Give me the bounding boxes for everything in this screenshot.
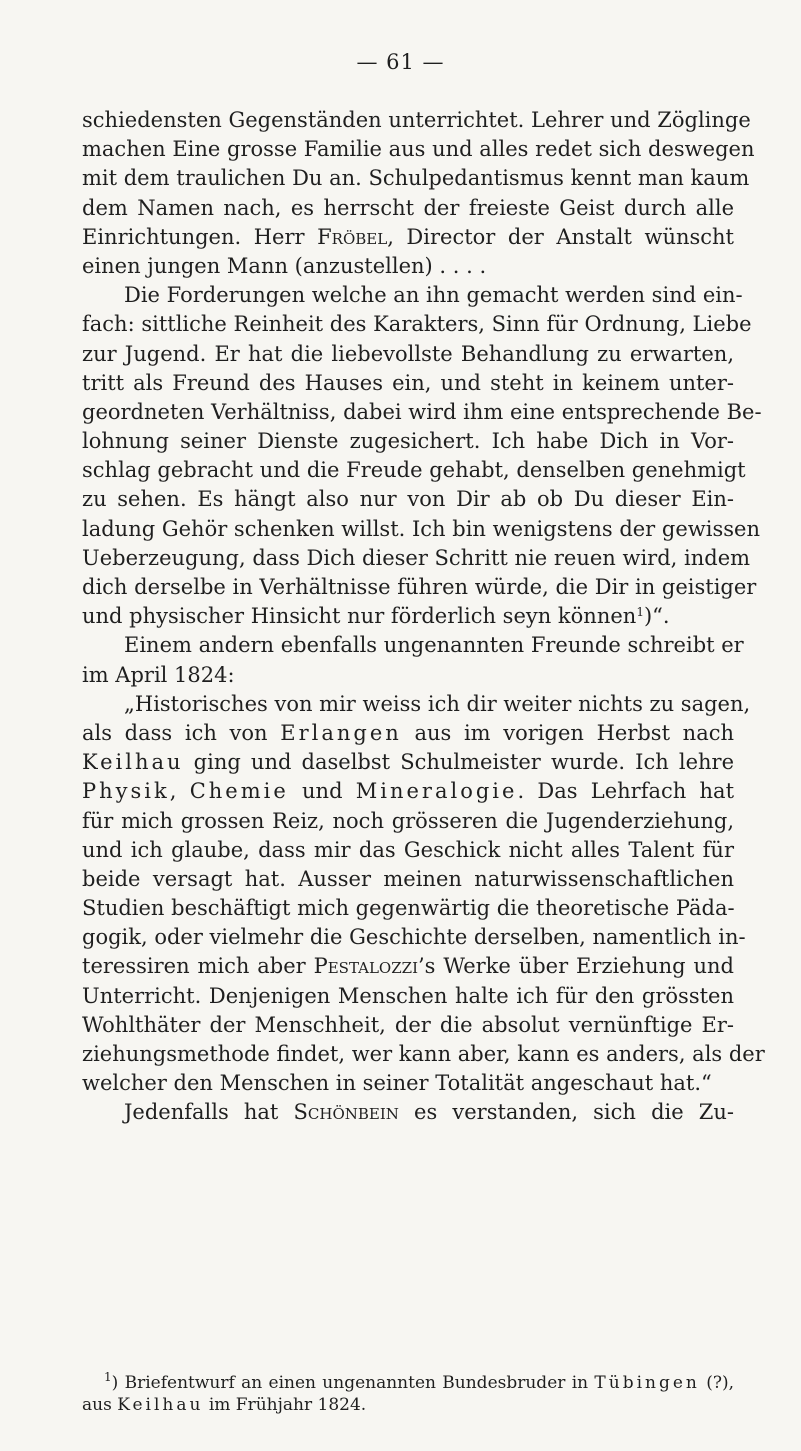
text-line: ladung Gehör schenken willst. Ich bin wenigstens der gewissen xyxy=(82,516,760,541)
text-line: gogik, oder vielmehr die Geschichte derselben, namentlich in- xyxy=(82,925,746,950)
page-number: — 61 — xyxy=(356,50,445,74)
text-line: Einrichtungen. Herr Fröbel, Director der Anstalt wünscht xyxy=(82,224,734,249)
spaced-emphasis: Physik xyxy=(82,779,170,804)
text-line: im April 1824: xyxy=(82,662,235,687)
text-line: als dass ich von Erlangen aus im vorigen Herbst nach xyxy=(82,720,735,745)
text-line: teressiren mich aber Pestalozzi’s Werke über Erziehung und xyxy=(82,954,734,979)
footnotes xyxy=(82,1372,734,1416)
text-line: schiedensten Gegenständen unterrichtet. Lehrer und Zöglinge xyxy=(82,108,751,132)
text-line: Studien beschäftigt mich gegenwärtig die theoretische Päda- xyxy=(82,896,735,921)
text-line: lohnung seiner Dienste zugesichert. Ich habe Dich in Vor- xyxy=(82,429,734,454)
spaced-emphasis: Keilhau xyxy=(117,1395,204,1415)
text-line: geordneten Verhältniss, dabei wird ihm eine entsprechende Be- xyxy=(82,399,762,424)
text-line: Jedenfalls hat Schönbein es verstanden, sich die Zu- xyxy=(124,1100,734,1125)
text-line: Physik, Chemie und Mineralogie. Das Lehrfach hat xyxy=(82,779,735,804)
text-line: und ich glaube, dass mir das Geschick nicht alles Talent für xyxy=(82,837,734,862)
text-line: für mich grossen Reiz, noch grösseren die Jugenderziehung, xyxy=(82,808,734,833)
text-line: Wohlthäter der Menschheit, der die absolut vernünftige Er- xyxy=(82,1012,734,1037)
text-line: einen jungen Mann (anzustellen) . . . . xyxy=(82,253,487,278)
text-line: und physischer Hinsicht nur förderlich seyn können$^1$)“. xyxy=(82,604,670,629)
text-line: welcher den Menschen in seiner Totalität angeschaut hat.“ xyxy=(82,1071,712,1096)
small-caps-name: Fröbel xyxy=(317,224,388,249)
footnote-marker: 1 xyxy=(636,605,644,620)
text-line: mit dem traulichen Du an. Schulpedantismus kennt man kaum xyxy=(82,166,750,191)
spaced-emphasis: Mineralogie xyxy=(355,779,518,804)
body-text xyxy=(82,106,765,1128)
text-line: tritt als Freund des Hauses ein, und steht in keinem unter- xyxy=(82,370,734,395)
text-line: Ueberzeugung, dass Dich dieser Schritt nie reuen wird, indem xyxy=(82,545,751,570)
text-line: machen Eine grosse Familie aus und alles redet sich deswegen xyxy=(82,137,755,162)
small-caps-name: Pestalozzi xyxy=(313,954,418,979)
text-line: Unterricht. Denjenigen Menschen halte ich für den grössten xyxy=(82,983,734,1008)
text-line: Einem andern ebenfalls ungenannten Freunde schreibt er xyxy=(124,633,744,658)
text-line: schlag gebracht und die Freude gehabt, denselben genehmigt xyxy=(82,458,746,483)
text-line: zur Jugend. Er hat die liebevollste Behandlung zu erwarten, xyxy=(82,341,734,366)
text-line: Die Forderungen welche an ihn gemacht werden sind ein- xyxy=(124,283,743,308)
text-line: „Historisches von mir weiss ich dir weiter nichts zu sagen, xyxy=(124,691,751,716)
spaced-emphasis: Tübingen xyxy=(594,1373,700,1393)
text-line: Keilhau ging und daselbst Schulmeister wurde. Ich lehre xyxy=(82,750,734,775)
spaced-emphasis: Keilhau xyxy=(82,750,184,775)
small-caps-name: Schönbein xyxy=(293,1100,399,1125)
footnote-line: aus Keilhau im Frühjahr 1824. xyxy=(82,1395,367,1415)
spaced-emphasis: Chemie xyxy=(189,779,289,804)
text-line: dich derselbe in Verhältnisse führen würde, die Dir in geistiger xyxy=(82,575,757,599)
text-line: beide versagt hat. Ausser meinen naturwissenschaftlichen xyxy=(82,866,734,891)
text-line: fach: sittliche Reinheit des Karakters, Sinn für Ordnung, Liebe xyxy=(82,312,752,337)
text-line: dem Namen nach, es herrscht der freieste Geist durch alle xyxy=(82,195,734,220)
spaced-emphasis: Erlangen xyxy=(280,720,402,745)
text-line: ziehungsmethode findet, wer kann aber, kann es anders, als der xyxy=(82,1042,765,1066)
footnote-line: $^1$) Briefentwurf an einen ungenannten Bundesbruder in Tübingen (?), xyxy=(104,1370,734,1393)
footnote-marker: 1 xyxy=(104,1370,112,1384)
text-line: zu sehen. Es hängt also nur von Dir ab ob Du dieser Ein- xyxy=(82,487,734,512)
